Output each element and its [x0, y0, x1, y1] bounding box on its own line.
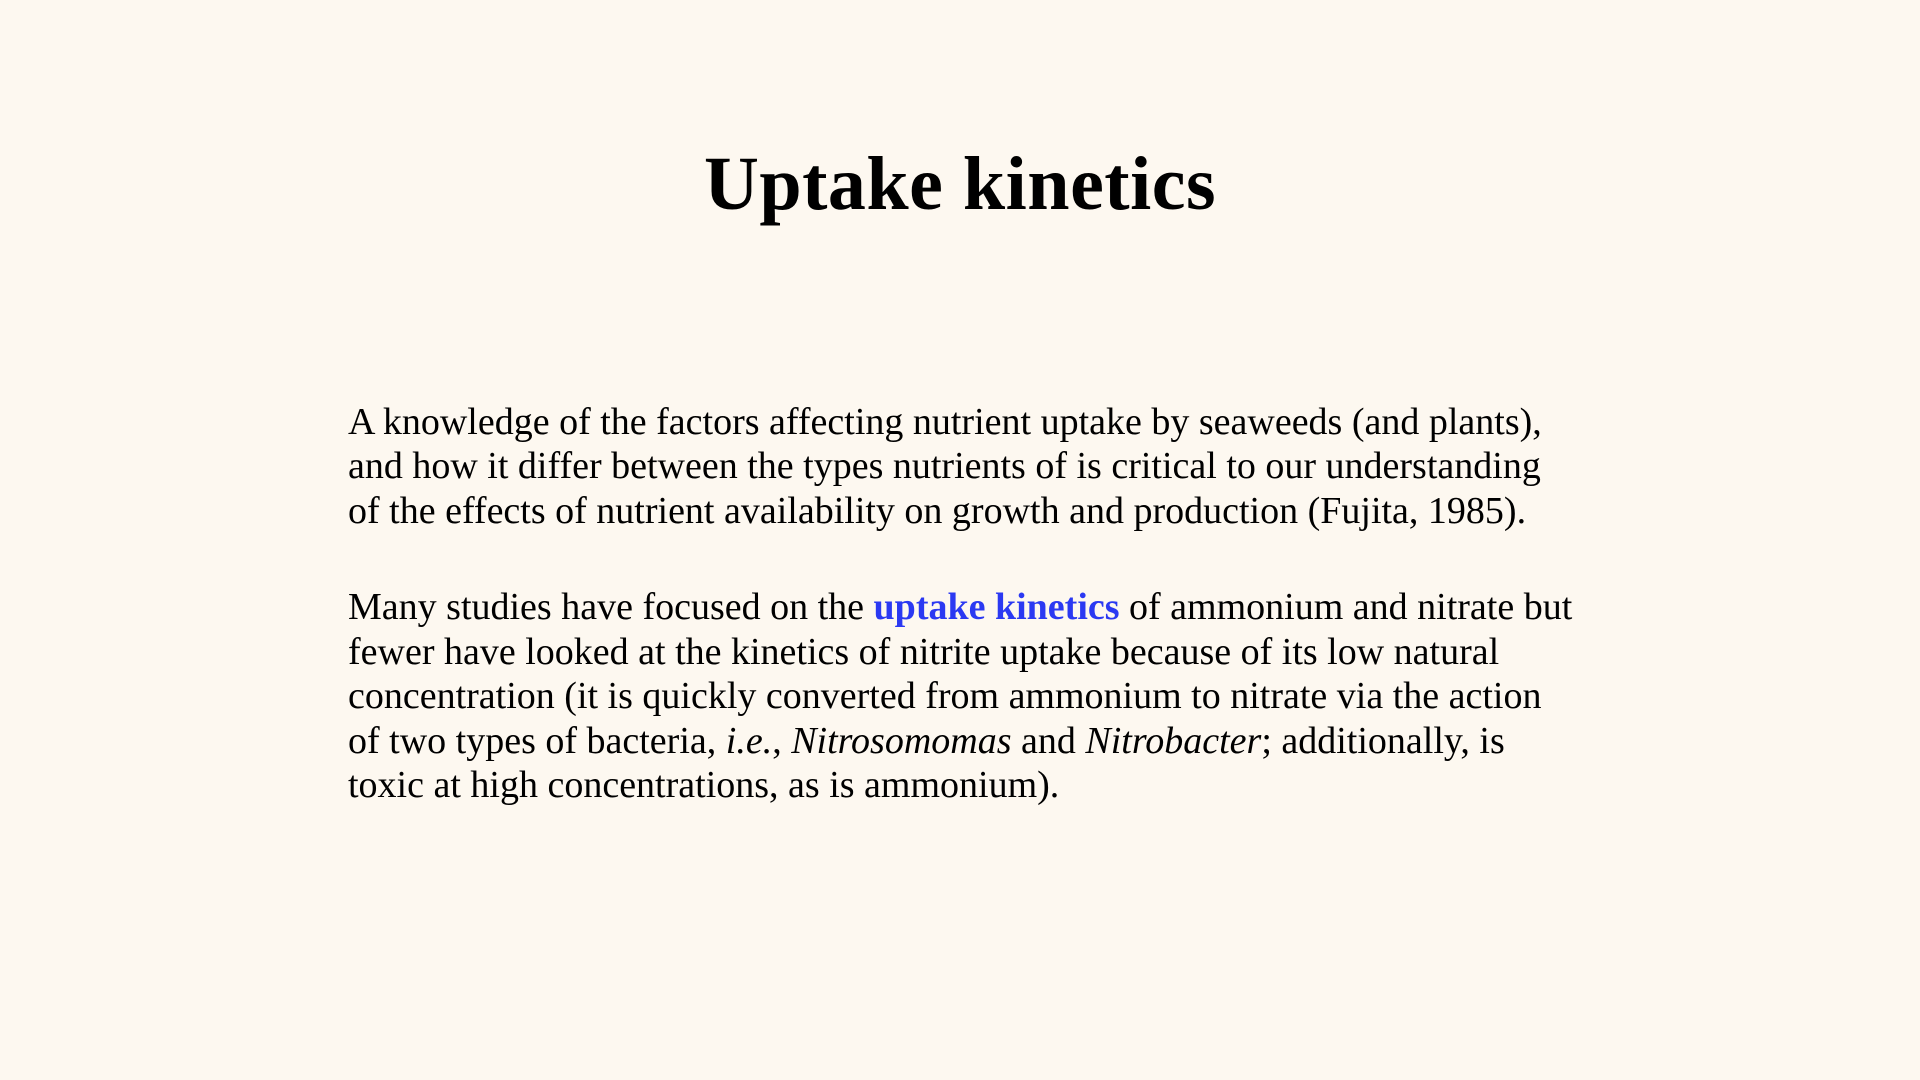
paragraph-two-conjunction: and	[1011, 719, 1086, 762]
paragraph-two-comma: ,	[772, 719, 792, 762]
italic-genus-nitrosomomas: Nitrosomomas	[791, 719, 1012, 762]
italic-abbreviation: i.e.	[725, 719, 773, 762]
highlighted-term: uptake kinetics	[873, 586, 1120, 629]
paragraph-two-text-tail: ; additionally, is toxic at high concentrations, as is ammonium).	[348, 719, 1505, 807]
paragraph-two-text-lead: Many studies have focused on the	[348, 586, 874, 629]
page-title: Uptake kinetics	[703, 141, 1217, 226]
italic-genus-nitrobacter: Nitrobacter	[1085, 719, 1262, 762]
paragraph-one: A knowledge of the factors affecting nutrient uptake by seaweeds (and plants), and how it differ between the types nutrients of is critical to our understanding of the effects of nutrient availability on growth and production (Fujita, 1985).	[348, 401, 1542, 532]
slide-body	[348, 400, 1578, 808]
paragraph-two	[348, 585, 1578, 807]
paragraph-two-text-mid: of ammonium and nitrate but fewer have looked at the kinetics of nitrite uptake because of its low natural concentration (it is quickly converted from ammonium to nitrate via the action of two types of bacteria,	[348, 586, 1573, 762]
